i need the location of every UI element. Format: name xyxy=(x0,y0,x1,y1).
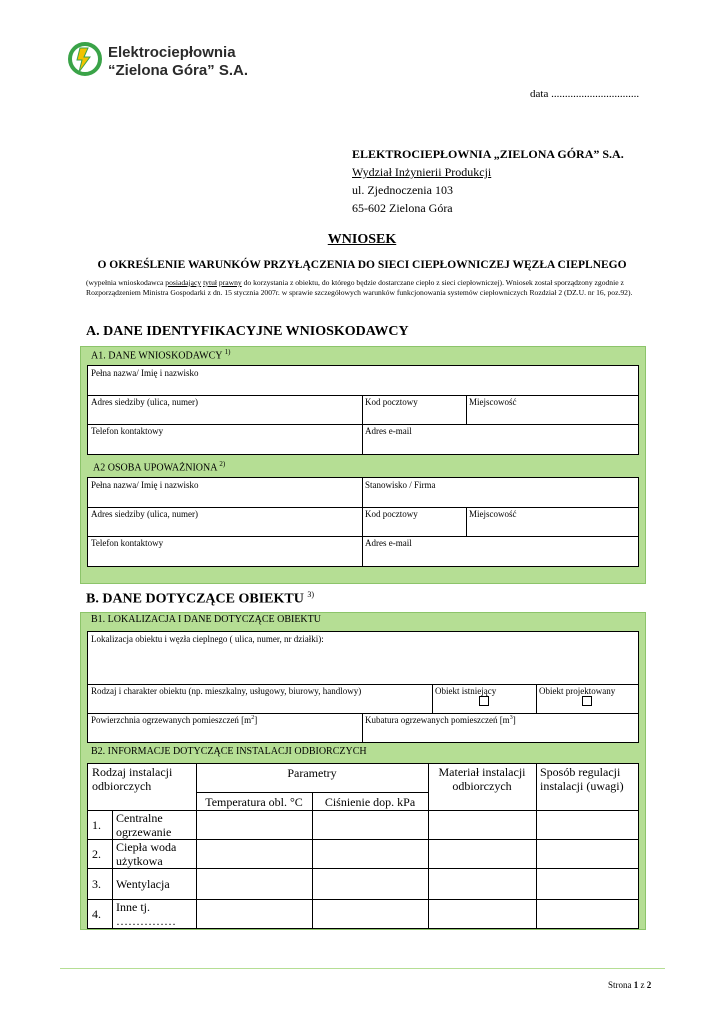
planned-checkbox[interactable] xyxy=(582,696,592,706)
a1-name-field[interactable]: Pełna nazwa/ Imię i nazwisko xyxy=(91,368,199,378)
instruction-note xyxy=(86,278,658,297)
recipient-department: Wydział Inżynierii Produkcji xyxy=(352,165,492,179)
a2-position-field[interactable]: Stanowisko / Firma xyxy=(365,480,436,490)
recipient-address xyxy=(352,145,624,217)
a2-phone-field[interactable]: Telefon kontaktowy xyxy=(91,538,164,548)
section-a-title: A. DANE IDENTYFIKACYJNE WNIOSKODAWCY xyxy=(86,324,409,339)
a2-label-text: A2 OSOBA UPOWAŻNIONA xyxy=(93,462,217,474)
a2-email-field[interactable]: Adres e-mail xyxy=(365,538,412,548)
b1-volume-label: Kubatura ogrzewanych pomieszczeń [m xyxy=(365,715,510,725)
b1-form xyxy=(87,631,639,743)
note-text-1: (wypełnia wnioskodawca xyxy=(86,278,166,287)
a1-label-text: A1. DANE WNIOSKODAWCY xyxy=(91,350,223,362)
b2-row-num: 3. xyxy=(92,877,101,891)
b1-planned-label: Obiekt projektowany xyxy=(539,686,616,696)
b1-existing-label: Obiekt istniejący xyxy=(435,686,497,696)
b2-col-material: Materiał instalacji odbiorczych xyxy=(438,765,526,793)
a1-email-field[interactable]: Adres e-mail xyxy=(365,426,412,436)
b2-row-num: 1. xyxy=(92,818,101,832)
company-logo xyxy=(68,40,102,78)
b2-row-name: Ciepła woda użytkowa xyxy=(116,840,177,868)
note-underline-3: prawny xyxy=(218,278,242,287)
b2-col-params: Parametry xyxy=(287,766,337,780)
note-underline-2: tytuł xyxy=(203,278,217,287)
footer-divider xyxy=(60,968,665,969)
page-total: 2 xyxy=(646,980,652,990)
b1-volume-field[interactable] xyxy=(362,713,638,742)
section-b-footnote-ref: 3) xyxy=(307,590,314,599)
a1-address-field[interactable]: Adres siedziby (ulica, numer) xyxy=(91,397,198,407)
page-number xyxy=(608,980,651,990)
logo-line-1: Elektrociepłownia xyxy=(108,44,236,61)
b1-area-unit-sup: 2 xyxy=(251,715,255,721)
b1-kind-field[interactable]: Rodzaj i charakter obiektu (np. mieszkalny, usługowy, biurowy, handlowy) xyxy=(91,686,362,696)
a2-city-field[interactable]: Miejscowość xyxy=(469,509,517,519)
a2-postcode-field[interactable]: Kod pocztowy xyxy=(365,509,418,519)
a1-label xyxy=(91,348,230,361)
logo-line-2: “Zielona Góra” S.A. xyxy=(108,62,249,79)
b2-row-name: Wentylacja xyxy=(116,877,170,891)
b2-row-num: 2. xyxy=(92,847,101,861)
b2-row-num: 4. xyxy=(92,907,101,921)
section-b-panel xyxy=(80,612,646,930)
page-separator: z xyxy=(638,980,647,990)
a1-phone-field[interactable]: Telefon kontaktowy xyxy=(91,426,164,436)
a2-name-field[interactable]: Pełna nazwa/ Imię i nazwisko xyxy=(91,480,199,490)
b2-row-name: Inne tj. …………… xyxy=(116,900,176,928)
company-logo-text xyxy=(108,44,248,80)
section-b-title-text: B. DANE DOTYCZĄCE OBIEKTU xyxy=(86,591,304,607)
b2-label: B2. INFORMACJE DOTYCZĄCE INSTALACJI ODBIORCZYCH xyxy=(91,746,367,757)
b1-planned-option[interactable] xyxy=(536,684,638,713)
a2-footnote-ref: 2) xyxy=(219,460,226,468)
b1-existing-option[interactable] xyxy=(432,684,536,713)
b1-area-field[interactable] xyxy=(88,713,362,742)
a2-form xyxy=(87,477,639,567)
b2-col-type: Rodzaj instalacji odbiorczych xyxy=(92,765,173,793)
section-a-panel xyxy=(80,346,646,584)
page-current: 1 xyxy=(633,980,639,990)
a2-address-field[interactable]: Adres siedziby (ulica, numer) xyxy=(91,509,198,519)
a1-form xyxy=(87,365,639,455)
a1-city-field[interactable]: Miejscowość xyxy=(469,397,517,407)
b1-volume-unit-sup: 3 xyxy=(509,715,513,721)
document-title: WNIOSEK xyxy=(327,232,397,247)
recipient-company: ELEKTROCIEPŁOWNIA „ZIELONA GÓRA” S.A. xyxy=(352,147,624,161)
b1-area-label: Powierzchnia ogrzewanych pomieszczeń [m xyxy=(91,715,252,725)
section-b-title xyxy=(86,590,314,608)
date-field[interactable]: data ................................ xyxy=(530,88,640,100)
b2-table xyxy=(87,763,639,929)
note-text-4: do korzystania z obiektu, do którego będzie dostarczane ciepło z sieci ciepłowniczej). Wniosek został sporządzony zgodnie z Rozporządzeniem Ministra Gospodarki z dn. 15 stycznia 2007r. w sprawie szczegółowych warunków funkcjonowania systemów ciepłowniczych Rozdział 2 (DZ.U. nr 16, poz.92). xyxy=(86,278,633,297)
a2-label xyxy=(93,460,225,473)
b1-label: B1. LOKALIZACJA I DANE DOTYCZĄCE OBIEKTU xyxy=(91,614,321,625)
b2-col-temp: Temperatura obl. °C xyxy=(205,795,303,809)
b1-area-label-end: ] xyxy=(254,715,258,725)
recipient-street: ul. Zjednoczenia 103 xyxy=(352,183,453,197)
document-subtitle: O OKREŚLENIE WARUNKÓW PRZYŁĄCZENIA DO SIECI CIEPŁOWNICZEJ WĘZŁA CIEPLNEGO xyxy=(97,259,627,271)
a1-postcode-field[interactable]: Kod pocztowy xyxy=(365,397,418,407)
b2-col-regulation: Sposób regulacji instalacji (uwagi) xyxy=(540,765,624,793)
logo-emblem-icon xyxy=(68,40,102,78)
a1-footnote-ref: 1) xyxy=(224,348,231,356)
b2-col-pressure: Ciśnienie dop. kPa xyxy=(324,795,416,809)
b2-row-name: Centralne ogrzewanie xyxy=(116,811,172,839)
recipient-city: 65-602 Zielona Góra xyxy=(352,201,453,215)
existing-checkbox[interactable] xyxy=(479,696,489,706)
b1-location-field[interactable]: Lokalizacja obiektu i węzła cieplnego ( ulica, numer, nr działki): xyxy=(91,634,324,644)
b1-volume-label-end: ] xyxy=(512,715,516,725)
note-underline-1: posiadający xyxy=(165,278,202,287)
page-prefix: Strona xyxy=(608,980,634,990)
